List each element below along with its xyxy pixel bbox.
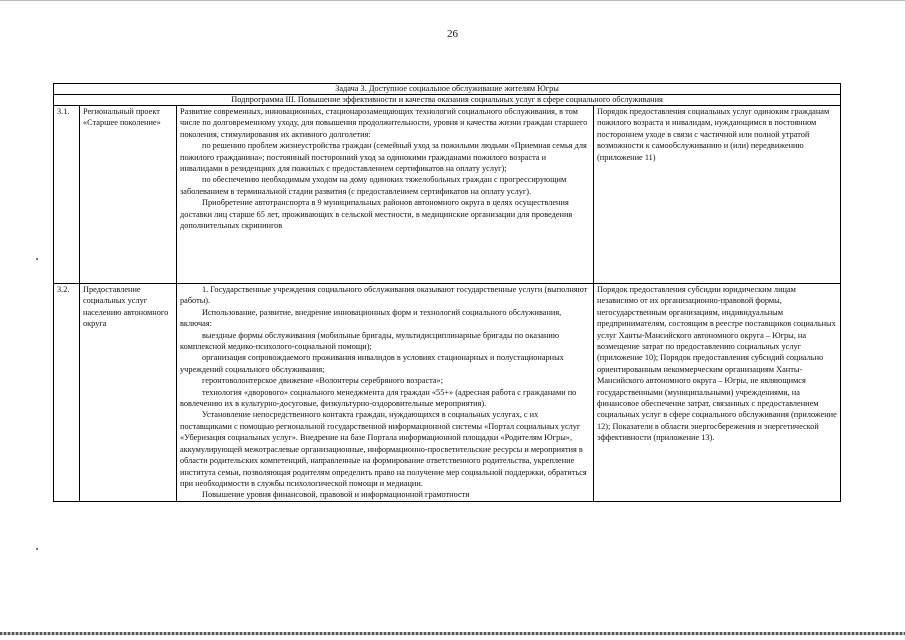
description-paragraph: Повышение уровня финансовой, правовой и информационной грамотности: [202, 490, 470, 500]
subprogram-title: Подпрограмма III. Повышение эффективности и качества оказания социальных услуг в сфере социального обслуживания: [54, 95, 841, 106]
scan-speck: [36, 258, 38, 260]
description-paragraph: Приобретение автотранспорта в 9 муниципальных районов автономного округа в целях осуществления доставки лиц старше 65 лет, проживающих в сельской местности, в медицинские организации для проведения дополнительных скринингов: [180, 198, 573, 231]
table-row: [54, 284, 841, 502]
description-paragraph: организация сопровождаемого проживания инвалидов в условиях стационарных и полустационарных учреждений социального обслуживания;: [180, 353, 564, 374]
description-paragraph: Использование, развитие, внедрение инновационных форм и технологий социального обслуживания, включая:: [180, 307, 562, 329]
row-name: Региональный проект «Старшее поколение»: [80, 106, 177, 284]
row-description: [177, 106, 594, 284]
description-paragraph: Развитие современных, инновационных, стационарозамещающих технологий социального обслуживания, в том числе по долговременному уходу, для повышения продолжительности, уровня и качества жизни граждан старшего поколения, стимулирования их активного долголетия:: [180, 107, 588, 139]
page-number: 26: [447, 28, 458, 40]
task-title: Задача 3. Доступное социальное обслуживание жителям Югры: [54, 84, 841, 95]
row-number: 3.2.: [54, 284, 80, 502]
scan-speck: [36, 548, 38, 550]
description-paragraph: технология «дворового» социального менеджмента для граждан «55+» (адресная работа с гражданами по вовлечению их в культурно-досуговые, физкультурно-оздоровительные мероприятия).: [180, 387, 577, 409]
description-paragraph: Установление непосредственного контакта граждан, нуждающихся в социальных услугах, с их поставщиками с помощью региональной государственной информационной системы «Портал социальных услуг «Уберизация социальных услуг». Внедрение на базе Портала информационной площадки «Родителям Югры», аккумулирующей межотраслевые организационные, информационно-просветительские ресурсы и мероприятия в области родительских компетенций, направленные на формирование ответственного родительства, укрепление института семьи, позволяющая родителям определить право на получение мер социальной поддержки, обратиться при необходимости в службы психологической помощи и медиации.: [180, 410, 587, 488]
row-result: Порядок предоставления субсидии юридическим лицам независимо от их организационно-правовой формы, негосударственным организациям, индивидуальным предпринимателям, состоящим в реестре поставщиков социальных услуг Ханты-Мансийского автономного округа – Югры, на возмещение затрат по предоставлению социальных услуг (приложение 10); Порядок предоставления субсидий социально ориентированным некоммерческим организациям Ханты-Мансийского автономного округа – Югры, не являющимся государственными (муниципальными) учреждениями, на финансовое обеспечение затрат, связанных с предоставлением социальных услуг в сфере социального обслуживания (приложение 12); Показатели в области энергосбережения и энергетической эффективности (приложение 13).: [594, 284, 841, 502]
program-table: [53, 83, 841, 502]
description-paragraph: по решению проблем жизнеустройства граждан (семейный уход за пожилыми людьми «Приемная семья для пожилого гражданина»; постоянный посторонний уход за одинокими гражданами пожилого возраста и инвалидами в резиденциях для пожилых с предоставлением сертификатов на оплату услуг);: [180, 141, 587, 174]
row-name: Предоставление социальных услуг населению автономного округа: [80, 284, 177, 502]
description-paragraph: по обеспечению необходимым уходом на дому одиноких тяжелобольных граждан с прогрессирующим заболеванием в терминальной стадии развития (с предоставлением сертификатов на оплату услуг).: [180, 175, 567, 196]
row-result: Порядок предоставления социальных услуг одиноким гражданам пожилого возраста и инвалидам, нуждающимся в постоянном постороннем уходе в связи с частичной или полной утратой возможности к самообслуживанию и (или) передвижению (приложение 11): [594, 106, 841, 284]
description-paragraph: геронтоволонтерское движение «Волонтеры серебряного возраста»;: [202, 376, 443, 386]
table-row: [54, 106, 841, 284]
top-scan-edge: [0, 0, 905, 1]
description-paragraph: 1. Государственные учреждения социального обслуживания оказывают государственные услуги (выполняют работы).: [180, 285, 588, 306]
description-paragraph: выездные формы обслуживания (мобильные бригады, мультидисциплинарные бригады по оказанию комплексной медико-психолого-социальной помощи);: [180, 330, 560, 352]
row-description: [177, 284, 594, 502]
bottom-scan-edge: [0, 632, 905, 635]
row-number: 3.1.: [54, 106, 80, 284]
